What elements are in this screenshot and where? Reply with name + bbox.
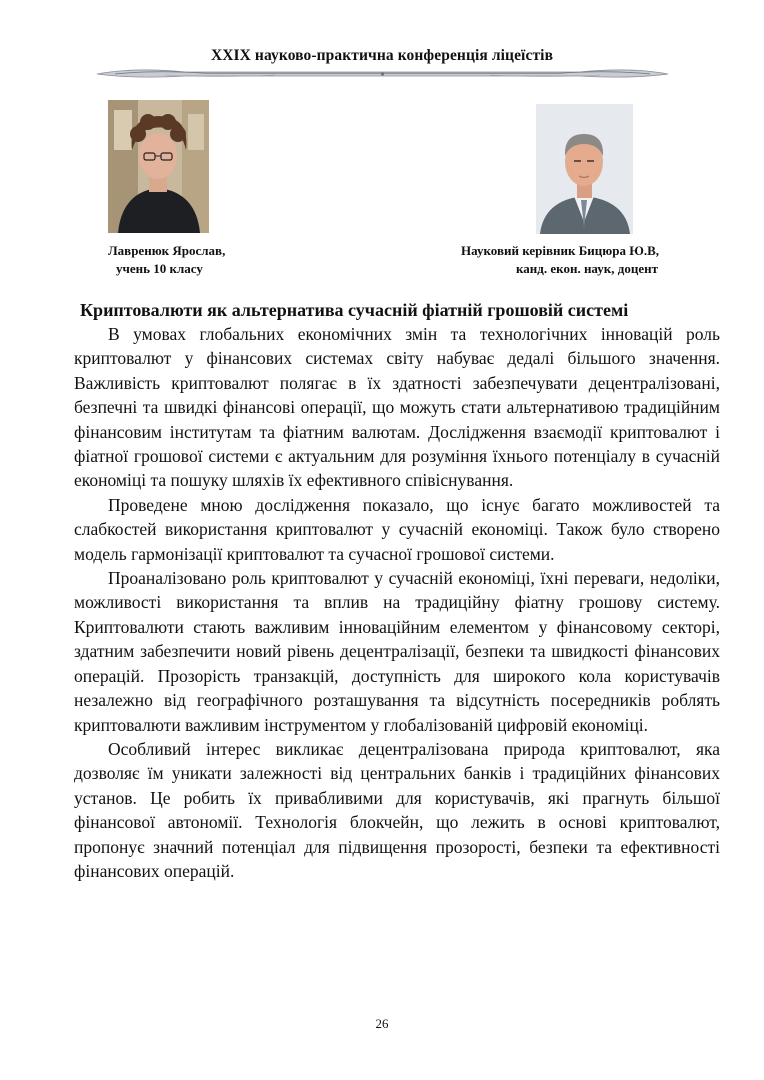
decorative-divider-icon <box>95 66 670 82</box>
paragraph-4: Особливий інтерес викликає децентралізована природа криптовалют, яка дозволяє їм уникати залежності від центральних банків і традиційних фінансових установ. Це робить їх привабливими для користувачів, які прагнуть більшої фінансової автономії. Технологія блокчейн, що лежить в основі криптовалют, пропонує значний потенціал для підвищення прозорості, безпеки та ефективності фінансових операцій. <box>74 738 720 881</box>
paragraph-3: Проаналізовано роль криптовалют у сучасній економіці, їхні переваги, недоліки, можливості використання та вплив на традиційну фіатну грошову систему. Криптовалюти стають важливим інноваційним елементом у фінансовому секторі, здатним забезпечити новий рівень децентралізації, безпеки та швидкості фінансових операцій. Прозорість транзакцій, доступність для широкого кола користувачів незалежно від географічного розташування та відсутність посередників роблять криптовалюти важливим інструментом у глобалізованій цифровій економіці. <box>74 568 720 735</box>
page-number: 26 <box>375 1016 389 1031</box>
supervisor-credentials: канд. екон. наук, доцент <box>516 261 658 276</box>
article-title: Криптовалюти як альтернатива сучасній фіатній грошовій системі <box>80 300 629 320</box>
supervisor-photo <box>536 104 633 234</box>
supervisor-name: Науковий керівник Бицюра Ю.В, <box>461 243 660 258</box>
conference-title: XXIX науково-практична конференція ліцеїстів <box>210 47 554 64</box>
paragraph-1: В умовах глобальних економічних змін та технологічних інновацій роль криптовалют у фінансових системах світу набуває дедалі більшого значення. Важливість криптовалют полягає в їх здатності забезпечувати децентралізовані, безпечні та швидкі фінансові операції, що можуть стати альтернативою традиційним фінансовим інститутам та фіатним валютам. Дослідження взаємодії криптовалют і фіатної грошової системи є актуальним для розуміння їхнього потенціалу в сучасній економіці та пошуку шляхів їх ефективного співіснування. <box>74 324 720 491</box>
supervisor-portrait-icon <box>536 104 633 234</box>
student-name: Лавренюк Ярослав, <box>108 243 226 258</box>
article-body <box>74 322 720 883</box>
student-role: учень 10 класу <box>116 261 203 276</box>
paragraph-2: Проведене мною дослідження показало, що існує багато можливостей та слабкостей використання криптовалют у сучасній економіці. Також було створено модель гармонізації криптовалют та сучасної грошової системи. <box>74 494 720 564</box>
student-portrait-icon <box>108 100 209 233</box>
student-photo <box>108 100 209 233</box>
